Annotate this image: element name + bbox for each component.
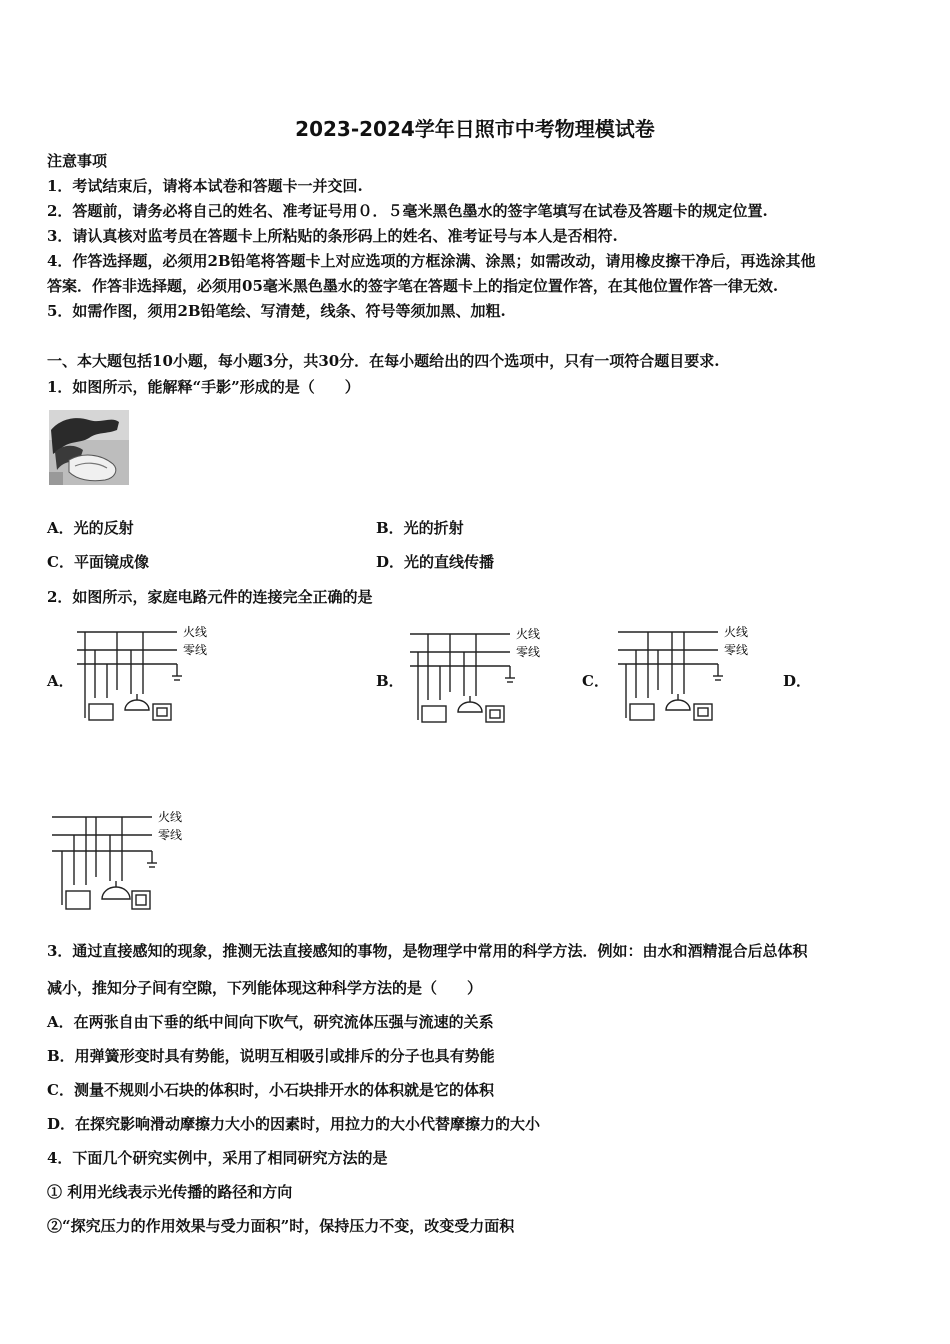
neutral-wire-label: 零线: [183, 643, 208, 657]
q3-option-c: C．测量不规则小石块的体积时，小石块排开水的体积就是它的体积: [47, 1081, 494, 1099]
notice-item: 1．考试结束后，请将本试卷和答题卡一并交回.: [47, 177, 363, 195]
notice-item: 3．请认真核对监考员在答题卡上所粘贴的条形码上的姓名、准考证号与本人是否相符.: [47, 227, 618, 245]
section-heading: 一、本大题包括10小题，每小题3分，共30分．在每小题给出的四个选项中，只有一项符合题目要求.: [47, 352, 720, 370]
circuit-diagram-d: [52, 805, 192, 915]
q4-stem: 4．下面几个研究实例中，采用了相同研究方法的是: [47, 1149, 388, 1167]
q2-stem: 2．如图所示，家庭电路元件的连接完全正确的是: [47, 588, 373, 606]
live-wire-label: 火线: [183, 625, 208, 639]
neutral-wire-label: 零线: [724, 643, 749, 657]
q4-item: ②“探究压力的作用效果与受力面积”时，保持压力不变，改变受力面积: [47, 1217, 515, 1235]
q3-option-d: D．在探究影响滑动摩擦力大小的因素时，用拉力的大小代替摩擦力的大小: [47, 1115, 541, 1133]
q3-stem-line2: 减小，推知分子间有空隙，下列能体现这种科学方法的是（ ）: [47, 979, 483, 997]
q3-option-a: A．在两张自由下垂的纸中间向下吹气，研究流体压强与流速的关系: [47, 1013, 494, 1031]
circuit-diagram-b: [410, 622, 550, 727]
q1-option-c: C．平面镜成像: [47, 553, 149, 571]
q2-label-d: D．: [783, 672, 812, 690]
q2-label-a: A．: [47, 672, 74, 690]
circuit-diagram-a: [77, 620, 217, 725]
live-wire-label: 火线: [516, 627, 541, 641]
q2-label-c: C．: [582, 672, 609, 690]
live-wire-label: 火线: [158, 810, 183, 824]
q1-option-b: B．光的折射: [376, 519, 464, 537]
q4-item: ① 利用光线表示光传播的路径和方向: [47, 1183, 293, 1201]
live-wire-label: 火线: [724, 625, 749, 639]
neutral-wire-label: 零线: [158, 828, 183, 842]
notice-heading: 注意事项: [47, 152, 108, 170]
page-title: 2023-2024学年日照市中考物理模试卷: [295, 117, 655, 141]
notice-item: 5．如需作图，须用2B铅笔绘、写清楚，线条、符号等须加黑、加粗.: [47, 302, 506, 320]
hand-shadow-image: [49, 410, 129, 485]
notice-item: 答案．作答非选择题，必须用05毫米黑色墨水的签字笔在答题卡上的指定位置作答，在其他位置作答一律无效.: [47, 277, 779, 295]
neutral-wire-label: 零线: [516, 645, 541, 659]
q1-option-a: A．光的反射: [47, 519, 134, 537]
q3-stem-line1: 3．通过直接感知的现象，推测无法直接感知的事物，是物理学中常用的科学方法．例如：由水和酒精混合后总体积: [47, 942, 808, 960]
q1-option-d: D．光的直线传播: [376, 553, 495, 571]
circuit-diagram-c: [618, 620, 758, 725]
q3-option-b: B．用弹簧形变时具有势能，说明互相吸引或排斥的分子也具有势能: [47, 1047, 495, 1065]
notice-item: 4．作答选择题，必须用2B铅笔将答题卡上对应选项的方框涂满、涂黑；如需改动，请用橡皮擦干净后，再选涂其他: [47, 252, 816, 270]
notice-item: 2．答题前，请务必将自己的姓名、准考证号用０．５毫米黑色墨水的签字笔填写在试卷及答题卡的规定位置.: [47, 202, 768, 220]
q2-label-b: B．: [376, 672, 404, 690]
q1-stem: 1．如图所示，能解释“手影”形成的是（ ）: [47, 378, 360, 396]
